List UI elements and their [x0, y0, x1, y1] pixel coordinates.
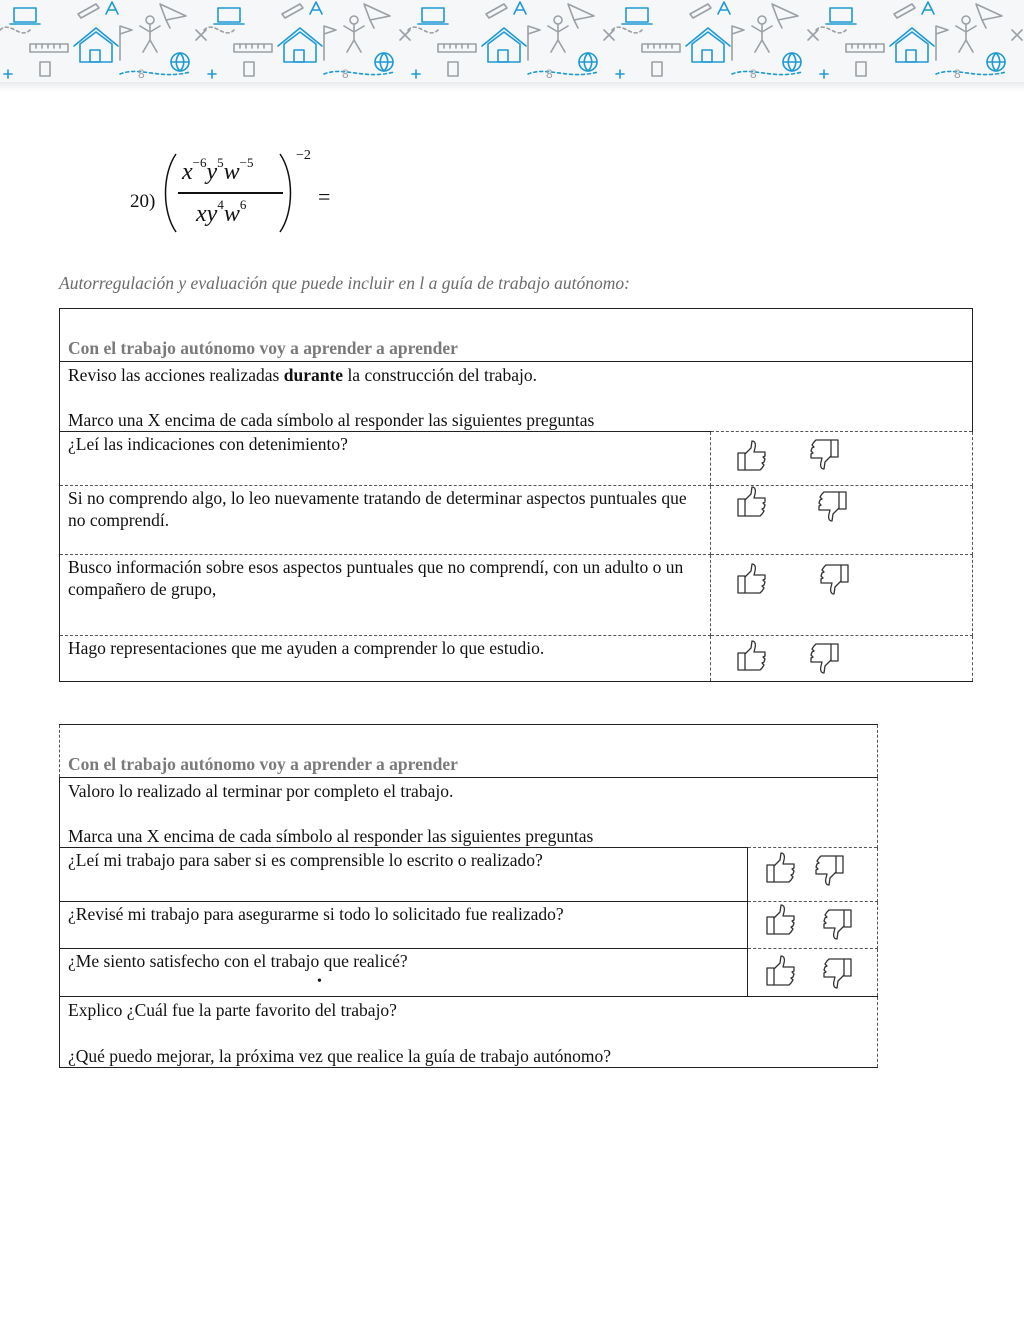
w-exponent: −5	[239, 155, 254, 170]
thumbs-down-icon[interactable]	[815, 489, 849, 523]
table1-question-3: Busco información sobre esos aspectos puntuales que no comprendí, con un adulto o un compañero de grupo,	[60, 555, 711, 636]
table2-instruction-2: Marca una X encima de cada símbolo al responder las siguientes preguntas	[68, 826, 594, 846]
thumbs-down-icon[interactable]	[820, 907, 854, 941]
thumbs-down-icon[interactable]	[812, 853, 846, 887]
table1-header-text: Con el trabajo autónomo voy a aprender a aprender	[68, 338, 458, 358]
table2-question-3	[60, 949, 748, 997]
thumbs-down-icon[interactable]	[807, 437, 841, 471]
thumbs-down-icon[interactable]	[807, 641, 841, 675]
table2-question-1: ¿Leí mi trabajo para saber si es comprensible lo escrito o realizado?	[60, 848, 748, 902]
intro-text: Autorregulación y evaluación que puede incluir en l a guía de trabajo autónomo:	[59, 273, 630, 293]
table2-answer-1	[748, 848, 878, 902]
table2-answer-2	[748, 902, 878, 949]
fraction-bar	[178, 192, 283, 194]
school-doodles-icon	[0, 0, 1024, 82]
math-exercise	[130, 140, 390, 240]
table1-answer-3	[711, 555, 973, 636]
self-regulation-table-1	[59, 308, 973, 682]
w-exponent-den: 6	[239, 197, 247, 212]
thumbs-up-icon[interactable]	[735, 562, 769, 596]
table2-answer-3	[748, 949, 878, 997]
table1-question-4: Hago representaciones que me ayuden a comprender lo que estudio.	[60, 636, 711, 682]
left-parenthesis	[160, 152, 180, 234]
table2-instructions	[60, 778, 878, 848]
table1-question-1: ¿Leí las indicaciones con detenimiento?	[60, 432, 711, 486]
equals-sign: =	[318, 184, 331, 209]
thumbs-up-icon[interactable]	[764, 851, 798, 885]
instruction-text-before: Reviso las acciones realizadas	[68, 365, 284, 385]
table1-instruction-2: Marco una X encima de cada símbolo al responder las siguientes preguntas	[68, 410, 595, 430]
table2-footer	[60, 997, 878, 1068]
self-regulation-table-2	[59, 724, 878, 1068]
instruction-bold-text: durante	[283, 365, 344, 385]
banner-shadow	[0, 82, 1024, 92]
thumbs-up-icon[interactable]	[735, 485, 769, 519]
y-exponent-den: 4	[217, 197, 224, 212]
svg-text:8: 8	[138, 67, 145, 81]
exercise-number: 20)	[130, 191, 156, 212]
bullet-dot: •	[317, 974, 322, 989]
table1-question-2: Si no comprendo algo, lo leo nuevamente tratando de determinar aspectos puntuales que no comprendí.	[60, 486, 711, 555]
table2-header	[60, 725, 878, 778]
thumbs-down-icon[interactable]	[817, 562, 851, 596]
table2-footer-1: Explico ¿Cuál fue la parte favorito del trabajo?	[68, 1000, 397, 1020]
instruction-text-after: la construcción del trabajo.	[343, 365, 537, 385]
thumbs-up-icon[interactable]	[735, 439, 769, 473]
thumbs-up-icon[interactable]	[764, 903, 798, 937]
numerator: $x^{-6}y^5w^{-5}$	[182, 155, 254, 185]
table2-footer-2: ¿Qué puedo mejorar, la próxima vez que realice la guía de trabajo autónomo?	[68, 1046, 612, 1066]
outer-exponent: −2	[296, 148, 311, 163]
table2-question-3-text: ¿Me siento satisfecho con el trabajo que realicé?	[68, 951, 408, 971]
thumbs-up-icon[interactable]	[764, 954, 798, 988]
table1-instruction-1	[68, 364, 964, 386]
table1-instructions	[60, 362, 973, 432]
table2-instruction-1: Valoro lo realizado al terminar por completo el trabajo.	[68, 781, 454, 801]
table1-answer-1	[711, 432, 973, 486]
table1-answer-4	[711, 636, 973, 682]
thumbs-up-icon[interactable]	[735, 639, 769, 673]
table1-header	[60, 309, 973, 362]
header-banner	[0, 0, 1024, 83]
right-parenthesis	[276, 152, 296, 234]
table2-question-2: ¿Revisé mi trabajo para asegurarme si todo lo solicitado fue realizado?	[60, 902, 748, 949]
table1-answer-2	[711, 486, 973, 555]
denominator: $xy^4w^6$	[196, 197, 247, 227]
table2-header-text: Con el trabajo autónomo voy a aprender a aprender	[68, 754, 458, 774]
thumbs-down-icon[interactable]	[820, 956, 854, 990]
y-exponent: 5	[217, 155, 224, 170]
x-exponent: −6	[192, 155, 207, 170]
